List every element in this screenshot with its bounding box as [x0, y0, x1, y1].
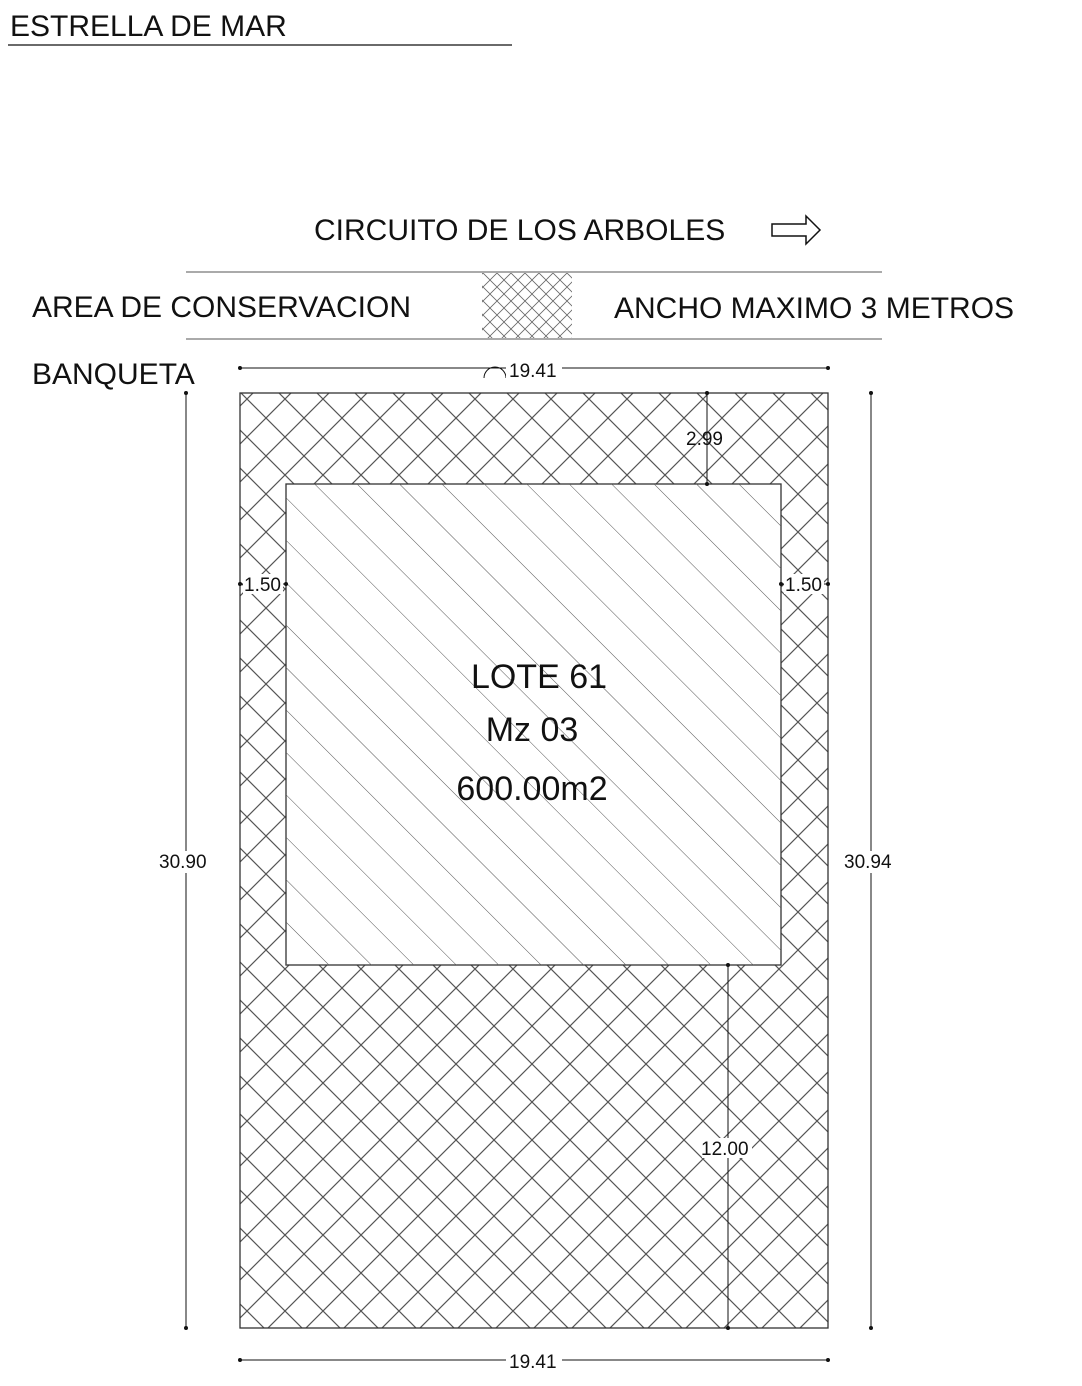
- front-setback-value: 2.99: [686, 429, 723, 450]
- conservation-label: AREA DE CONSERVACION: [32, 291, 411, 324]
- street-name: CIRCUITO DE LOS ARBOLES: [314, 214, 726, 247]
- lot-area: 600.00m2: [456, 770, 608, 808]
- right-height-value: 30.94: [844, 852, 892, 873]
- left-height-value: 30.90: [159, 852, 207, 873]
- left-setback-value: 1.50: [244, 575, 281, 596]
- top-width-value: 19.41: [509, 361, 557, 382]
- right-setback-value: 1.50: [785, 575, 822, 596]
- sidewalk-label: BANQUETA: [32, 358, 195, 391]
- bottom-width-value: 19.41: [509, 1352, 557, 1373]
- lot-name: LOTE 61: [470, 658, 608, 696]
- door-arc-icon: [484, 367, 506, 378]
- lot-block: Mz 03: [485, 711, 579, 749]
- page-title: ESTRELLA DE MAR: [10, 10, 287, 43]
- right-arrow-icon: [772, 216, 820, 244]
- access-hatch-area: [482, 273, 572, 338]
- rear-setback-value: 12.00: [701, 1139, 749, 1160]
- max-width-label: ANCHO MAXIMO 3 METROS: [614, 292, 1015, 325]
